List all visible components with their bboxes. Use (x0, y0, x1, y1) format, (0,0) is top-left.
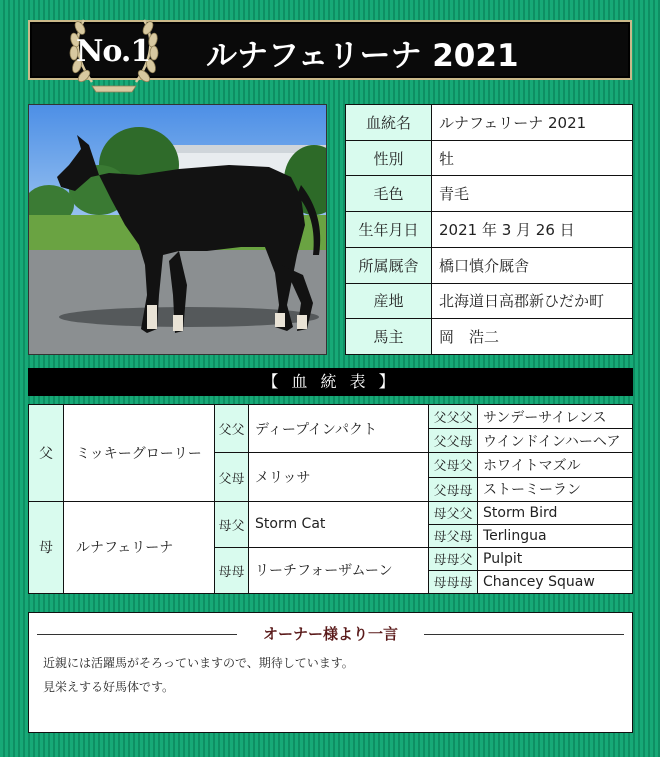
pedigree-ddd-label: 母母母 (429, 570, 478, 593)
info-value: 牡 (432, 140, 633, 176)
pedigree-sds-name: ホワイトマズル (478, 453, 633, 477)
info-row-birthdate (346, 212, 633, 248)
info-label: 所属厩舎 (346, 247, 432, 283)
owner-comment-body (43, 651, 354, 699)
divider-right (424, 634, 624, 635)
pedigree-table (28, 404, 633, 594)
pedigree-dsd-label: 母父母 (429, 524, 478, 547)
pedigree-sire-name: ミッキーグローリー (64, 405, 215, 502)
pedigree-ss-label: 父父 (215, 405, 249, 453)
pedigree-dds-label: 母母父 (429, 547, 478, 570)
info-row-stable (346, 247, 633, 283)
info-label: 馬主 (346, 319, 432, 355)
rank-label: No.1 (76, 34, 151, 69)
pedigree-ssd-label: 父父母 (429, 429, 478, 453)
info-label: 産地 (346, 283, 432, 319)
info-value: 北海道日高郡新ひだか町 (432, 283, 633, 319)
pedigree-ds-label: 母父 (215, 501, 249, 547)
info-label: 生年月日 (346, 212, 432, 248)
pedigree-dss-label: 母父父 (429, 501, 478, 524)
pedigree-ddd-name: Chancey Squaw (478, 570, 633, 593)
owner-comment-line: 見栄えする好馬体です。 (43, 680, 175, 694)
pedigree-sss-label: 父父父 (429, 405, 478, 429)
pedigree-dd-label: 母母 (215, 547, 249, 593)
pedigree-ssd-name: ウインドインハーヘア (478, 429, 633, 453)
pedigree-ss-name: ディープインパクト (249, 405, 429, 453)
info-label: 性別 (346, 140, 432, 176)
page-title: ルナフェリーナ 2021 (206, 38, 519, 74)
horse-photo (28, 104, 327, 355)
pedigree-title: 【 血 統 表 】 (28, 368, 633, 396)
info-value: ルナフェリーナ 2021 (432, 105, 633, 141)
info-row-name (346, 105, 633, 141)
pedigree-dam-name: ルナフェリーナ (64, 501, 215, 593)
pedigree-dds-name: Pulpit (478, 547, 633, 570)
pedigree-dam-label: 母 (29, 501, 64, 593)
info-row-sex (346, 140, 633, 176)
horse-info-table (345, 104, 633, 355)
info-value: 2021 年 3 月 26 日 (432, 212, 633, 248)
pedigree-sire-label: 父 (29, 405, 64, 502)
pedigree-dd-name: リーチフォーザムーン (249, 547, 429, 593)
info-label: 毛色 (346, 176, 432, 212)
pedigree-sdd-name: ストーミーラン (478, 477, 633, 501)
info-row-owner (346, 319, 633, 355)
owner-comment-heading: オーナー様より一言 (262, 625, 398, 643)
pedigree-dsd-name: Terlingua (478, 524, 633, 547)
info-row-color (346, 176, 633, 212)
info-label: 血統名 (346, 105, 432, 141)
pedigree-sd-name: メリッサ (249, 453, 429, 501)
divider-left (37, 634, 237, 635)
info-value: 青毛 (432, 176, 633, 212)
pedigree-ds-name: Storm Cat (249, 501, 429, 547)
pedigree-sds-label: 父母父 (429, 453, 478, 477)
info-value: 岡 浩二 (432, 319, 633, 355)
pedigree-sss-name: サンデーサイレンス (478, 405, 633, 429)
owner-comment-line: 近親には活躍馬がそろっていますので、期待しています。 (43, 656, 354, 670)
pedigree-sd-label: 父母 (215, 453, 249, 501)
pedigree-dss-name: Storm Bird (478, 501, 633, 524)
info-value: 橋口慎介厩舎 (432, 247, 633, 283)
horse-image (29, 105, 327, 355)
info-row-origin (346, 283, 633, 319)
pedigree-sdd-label: 父母母 (429, 477, 478, 501)
page-header (28, 20, 632, 80)
owner-comment-box (28, 612, 633, 733)
owner-comment-header (37, 623, 624, 645)
